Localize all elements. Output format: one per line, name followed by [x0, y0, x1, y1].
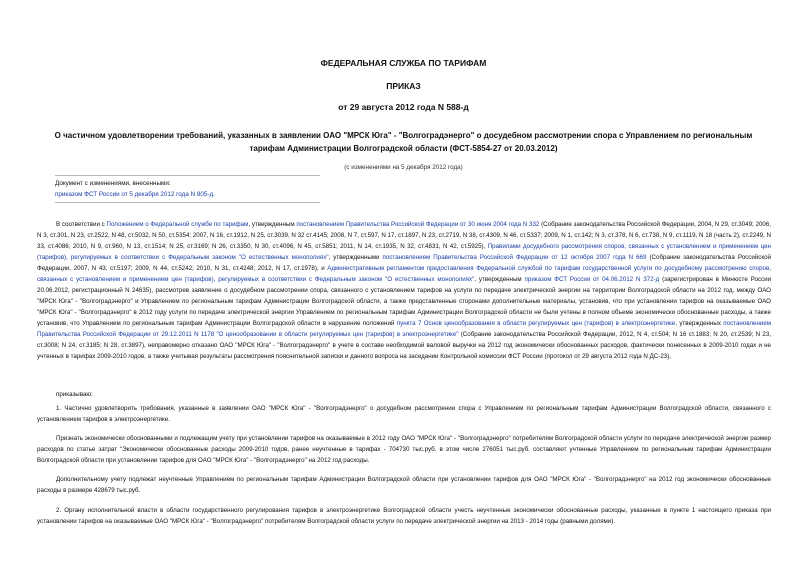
link-pricing-basics-clause-7[interactable]: пункта 7 Основ ценообразования в области регулируемых цен (тарифов) в электроэнергетике	[396, 320, 676, 327]
order-item-1: 1. Частично удовлетворить требования, указанные в заявлении ОАО "МРСК Юга" - "Волгоградэнерго" о досудебном рассмотрении спора с Управлением по региональным тарифам Администрации Волгоградской области, связанного с установлением тарифов в электроэнергетике.	[37, 405, 771, 423]
order-item-1-paragraph-3: Дополнительному учету подлежат неучтенные Управлением по региональным тарифам Администрации Волгоградской области при установлении тарифов для ОАО "МРСК Юга" - "Волгоградэнерго" на 2012 год экономически обоснованные расходы в размере 428679 тыс.руб.	[37, 476, 771, 494]
order-date-number: от 29 августа 2012 года N 588-д	[338, 102, 469, 112]
link-government-decree-669[interactable]: постановлением Правительства Российской Федерации от 12 октября 2007 года N 669	[382, 254, 647, 261]
order-word: приказываю:	[56, 391, 93, 398]
divider-bottom	[55, 202, 320, 203]
order-item-2: 2. Органу исполнительной власти в области государственного регулирования тарифов в электроэнергетике Волгоградской области учесть неучтенные экономически обоснованные расходы, указанные в пункте 1 настоящего приказа при установлении тарифов на оказываемые ОАО "МРСК Юга" - "Волгоградэнерго" потребителям Волгоградской области услуги по передаче электрической энергии на 2013 - 2014 годы (равными долями).	[37, 507, 771, 525]
preamble-text: (Собрание законодательства Российской Федерации, 2004, N 29, ст.3049; 2006, N 3, ст.301, N 23, ст.2522, N 48, ст.5032, N 50, ст.5354; 2007, N 16, ст.1912, N 25, ст.3039, N 32 ст.4145; 2008, N 7, ст.597, N 17, ст.1897, N 23, ст.2719, N 38, ст.4309, N 46, ст.5337; 2009, N 1, ст.142; N 3, ст.378, N 6, ст.738, N 9, ст.1119, N 18 (часть 2), ст.2249, N 33, ст.4086; 2010, N 9, ст.960, N 13, ст.1514; N 25, ст.3169; N 26, ст.3350, N 30, ст.4096, N 45, ст.5851; 2011, N 14, ст.1935, N 32, ст.4831, N 42, ст.5925),	[37, 221, 771, 250]
divider-top	[55, 175, 320, 176]
link-admin-regulation[interactable]: Административным регламентом предоставления Федеральной службой по тарифам государственной услуги по досудебному рассмотрению споров, связанных с установлением и применением цен (тарифов), регулируемых в соответствии с Федеральным законом "О естественных монополиях"	[37, 265, 771, 283]
preamble-text: , утвержденными	[328, 254, 383, 261]
document-type: ПРИКАЗ	[386, 81, 421, 91]
preamble-paragraph	[37, 219, 771, 362]
order-item-1-paragraph-2: Признать экономически обоснованными и подлежащим учету при установлении тарифов на оказываемые в 2012 году ОАО "МРСК Юга" - "Волгоградэнерго" потребителям Волгоградской области услуги по передаче электрической энергии размер расходов по статье затрат "Экономически обоснованные расходы 2009-2010 годов, ранее неучтенные в тарифах - 704730 тыс.руб. в этом числе 276051 тыс.руб. составляют учтенные Управлением по региональным тарифам Администрации Волгоградской области при установлении тарифов для ОАО "МРСК Юга" - "Волгоградэнерго" на 2012 год расходы.	[37, 435, 771, 464]
link-government-decree-332[interactable]: постановлением Правительства Российской Федерации от 30 июня 2004 года N 332	[296, 221, 540, 228]
document-title: О частичном удовлетворении требований, указанных в заявлении ОАО "МРСК Юга" - "Волгоградэнерго" о досудебном рассмотрении спора с Управлением по региональным тарифам Администрации Волгоградской области (ФСТ-5854-27 от 20.03.2012)	[54, 131, 753, 153]
preamble-text: (Собрание законодательства Российской Федерации, 2012, N 4, ст.504; N 16 ст.1883; N 20, ст.2539; N 23, ст.3008; N 24, ст.3185; N 28, ст.3897), неправомерно отказано ОАО "МРСК Юга" - "Волгоградэнерго" в учете в составе необходимой валовой выручки на 2012 год экономически обоснованных расходов, фактически понесенных в 2009-2010 годах и не учтенных в тарифах 2009-2010 годов, а также учитывая результаты рассмотрения пояснительной записки и данного вопроса на заседании Контрольной комиссии ФСТ России (протокол от 29 августа 2012 года N ДС-23),	[37, 331, 771, 360]
link-dispute-rules[interactable]: Правилами досудебного рассмотрения споров, связанных с установлением и применением цен (тарифов), регулируемых в соответствии с Федеральным законом "О естественных монополиях"	[37, 243, 771, 261]
preamble-text: (Собрание законодательства Российской Федерации, 2007, N 43, ст.5197; 2009, N 44, ст.5242; 2010, N 31, ст.4248; 2012, N 17, ст.1978), и	[37, 254, 772, 272]
preamble-text: , утвержденных	[675, 320, 724, 327]
preamble-text: , утвержденным	[474, 276, 525, 283]
link-fst-regulation[interactable]: Положением о Федеральной службе по тарифам	[106, 221, 249, 228]
preamble-text: (зарегистрирован в Минюсте России 20.06.2012, регистрационный N 24635), рассмотрев заявление о досудебном рассмотрении спора, связанного с установлением тарифов на услуги по передаче электрической энергии на территории Волгоградской области на 2012 год, между ОАО "МРСК Юга" - "Волгоградэнерго" и Управлением по региональным тарифам Администрации Волгоградской области, а также представленные сторонами дополнительные материалы, установив, что при установлении тарифов на оказываемые ОАО "МРСК Юга" - "Волгоградэнерго" в 2012 году услуги по передаче электрической энергии Управлением по региональным тарифам Администрации Волгоградской области не были учтены в полном объеме экономически обоснованные расходы, а также установив, что Управлением по региональным тарифам Администрации Волгоградской области в нарушение положений	[37, 276, 771, 327]
link-government-decree-1178[interactable]: постановлением Правительства Российской Федерации от 29.12.2011 N 1178 "О ценообразовании в области регулируемых цен (тарифов) в электроэнергетике"	[37, 320, 772, 338]
amendments-label: Документ с изменениями, внесенными:	[55, 180, 171, 187]
preamble-text: , утвержденным	[248, 221, 297, 228]
agency-name: ФЕДЕРАЛЬНАЯ СЛУЖБА ПО ТАРИФАМ	[320, 58, 487, 68]
link-fst-order-372[interactable]: приказом ФСТ России от 04.06.2012 N 372-д	[524, 276, 660, 283]
preamble-text: В соответствии с	[56, 221, 107, 228]
amendment-link[interactable]: приказом ФСТ России от 5 декабря 2012 года N 805-д.	[55, 191, 215, 198]
amendment-note: (с изменениями на 5 декабря 2012 года)	[344, 164, 463, 171]
